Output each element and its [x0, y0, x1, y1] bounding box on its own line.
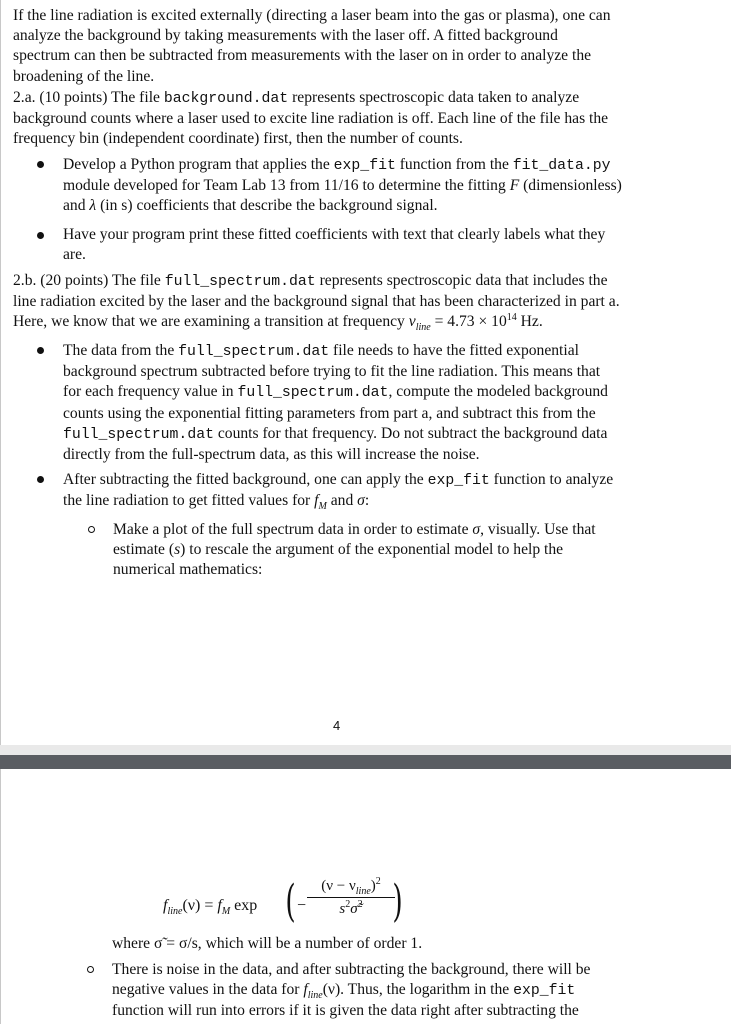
formula-text: exp — [230, 897, 258, 914]
bullet-text: directly from the full-spectrum data, as this will increase the noise. — [63, 446, 480, 464]
filename-full-spectrum: full_spectrum.dat — [164, 274, 316, 290]
bullet-text: ) to rescale the argument of the exponential model to help the — [180, 541, 564, 559]
bullet-text: Make a plot of the full spectrum data in order to estimate — [113, 521, 473, 538]
part-b-text: = 4.73 × 10 — [430, 313, 507, 331]
part-b-bullet-1 — [63, 341, 723, 465]
part-a-text: frequency bin (independent coordinate) first, then the number of counts. — [13, 130, 463, 148]
intro-line-4: broadening of the line. — [13, 67, 155, 85]
sub-bullet-circle — [88, 526, 95, 533]
symbol-sigma: σ — [357, 492, 365, 510]
where-text: where σ̃ = σ/s, which will be a number of order 1. — [112, 935, 423, 952]
subscript-line: line — [355, 886, 371, 897]
part-a-text: 2.a. (10 points) The file — [13, 89, 164, 106]
filename-full-spectrum: full_spectrum.dat — [63, 426, 214, 443]
part-b-text: Hz. — [516, 313, 543, 331]
part-a-text: represents spectroscopic data taken to analyze — [288, 89, 580, 106]
function-name: exp_fit — [513, 983, 576, 1000]
module-name: fit_data.py — [512, 158, 611, 174]
bullet-dot — [37, 476, 44, 483]
bullet-text: negative values in the data for — [112, 981, 304, 999]
part-a-text: background counts where a laser used to excite line radiation is off. Each line of the file has the — [13, 110, 609, 128]
exponent: 2 — [375, 876, 381, 887]
filename-background: background.dat — [163, 91, 289, 107]
intro-line-3: spectrum can then be subtracted from measurements with the laser on in order to analyze the — [13, 47, 592, 65]
symbol-sigma: σ — [472, 521, 481, 538]
fraction-bar — [307, 897, 395, 898]
bullet-text: (dimensionless) — [519, 177, 622, 195]
symbol-f: f — [303, 981, 308, 999]
part-a-bullet-1 — [63, 155, 723, 217]
symbol-lambda: λ — [89, 197, 97, 215]
bullet-text: The data from the — [63, 342, 179, 359]
bullet-text: the line radiation to get fitted values for — [63, 492, 315, 510]
subscript-line: line — [415, 322, 431, 334]
sub-bullet-circle — [87, 966, 94, 973]
part-b-sub-bullet-1 — [113, 520, 713, 581]
symbol-f: f — [217, 897, 222, 914]
part-b-paragraph — [13, 271, 723, 333]
subscript-line: line — [167, 906, 183, 918]
bullet-text: There is noise in the data, and after subtracting the background, there will be — [112, 961, 591, 978]
bullet-text: function to analyze — [489, 471, 614, 488]
part-b-bullet-2 — [63, 470, 723, 511]
fraction-numerator — [307, 877, 395, 895]
formula-text: (ν) = — [182, 897, 218, 914]
bullet-text: and — [63, 197, 90, 215]
bullet-text: numerical mathematics: — [113, 561, 263, 579]
symbol-f: f — [163, 897, 168, 914]
bullet-text: Develop a Python program that applies the — [63, 156, 334, 173]
part-b-text: Here, we know that we are examining a transition at frequency — [13, 313, 409, 331]
page2-sub-bullet-2 — [112, 960, 712, 1022]
bullet-text: are. — [63, 246, 86, 264]
formula-lhs — [163, 896, 257, 916]
filename-full-spectrum: full_spectrum.dat — [178, 344, 330, 360]
exponent: 2 — [357, 899, 363, 910]
bullet-text: counts using the exponential fitting parameters from part a, and subtract this from the — [63, 404, 596, 422]
bullet-dot — [37, 347, 44, 354]
symbol-f: f — [314, 492, 319, 510]
page-gap — [0, 745, 731, 755]
page-number: 4 — [333, 718, 341, 733]
bullet-text: background spectrum subtracted before trying to fit the line radiation. This means that — [63, 363, 601, 381]
subscript-M: M — [221, 906, 231, 918]
part-b-text: 2.b. (20 points) The file — [13, 272, 165, 289]
symbol-s: s — [339, 901, 346, 917]
part-a-paragraph — [13, 88, 718, 150]
function-name: exp_fit — [427, 473, 490, 489]
bullet-text: module developed for Team Lab 13 from 11/16 to determine the fitting — [63, 177, 510, 195]
formula-text: (ν − ν — [321, 878, 356, 894]
close-paren: ) — [392, 876, 403, 927]
bullet-text: and — [326, 492, 358, 510]
subscript-M: M — [318, 501, 327, 513]
line-profile-formula — [163, 874, 463, 934]
bullet-dot — [37, 232, 44, 239]
bullet-dot — [37, 161, 44, 168]
subscript-line: line — [307, 990, 323, 1002]
minus-sign: − — [297, 897, 307, 914]
symbol-s: s — [174, 541, 181, 559]
symbol-nu: ν — [408, 313, 416, 331]
bullet-text: (ν). Thus, the logarithm in the — [322, 981, 514, 999]
fraction-denominator — [307, 900, 395, 918]
intro-paragraph — [13, 6, 713, 87]
intro-line-1: If the line radiation is excited externally (directing a laser beam into the gas or plasma), one can — [13, 7, 611, 24]
intro-line-2: analyze the background by taking measurements with the laser off. A fitted background — [13, 27, 558, 45]
formula-text: ) — [370, 878, 376, 894]
formula-fraction — [307, 877, 395, 918]
part-a-bullet-2 — [63, 225, 723, 265]
bullet-text: : — [364, 492, 370, 510]
bullet-text: function will run into errors if it is given the data right after subtracting the — [112, 1002, 579, 1020]
part-b-text: line radiation excited by the laser and the background signal that has been characterized in part a. — [13, 293, 620, 311]
bullet-text: , visually. Use that — [480, 521, 596, 538]
symbol-F: F — [509, 177, 520, 195]
exponent: 2 — [345, 899, 351, 910]
symbol-sigma-tilde: σ̃ — [350, 901, 358, 917]
exponent: 14 — [506, 312, 517, 324]
function-name: exp_fit — [333, 158, 396, 174]
bullet-text: file needs to have the fitted exponential — [329, 342, 579, 359]
bullet-text: function from the — [395, 156, 513, 173]
bullet-text: (in s) coefficients that describe the background signal. — [96, 197, 438, 215]
bullet-text: for each frequency value in — [63, 383, 238, 401]
bullet-text: , compute the modeled background — [388, 383, 608, 401]
bullet-text: estimate ( — [113, 541, 175, 559]
bullet-text: Have your program print these fitted coefficients with text that clearly labels what they — [63, 226, 606, 243]
part-b-text: represents spectroscopic data that includes the — [315, 272, 608, 289]
page-separator — [0, 755, 731, 769]
bullet-text: counts for that frequency. Do not subtract the background data — [213, 424, 608, 442]
filename-full-spectrum: full_spectrum.dat — [237, 385, 389, 402]
open-paren: ( — [285, 876, 296, 927]
bullet-text: After subtracting the fitted background, one can apply the — [63, 471, 428, 488]
